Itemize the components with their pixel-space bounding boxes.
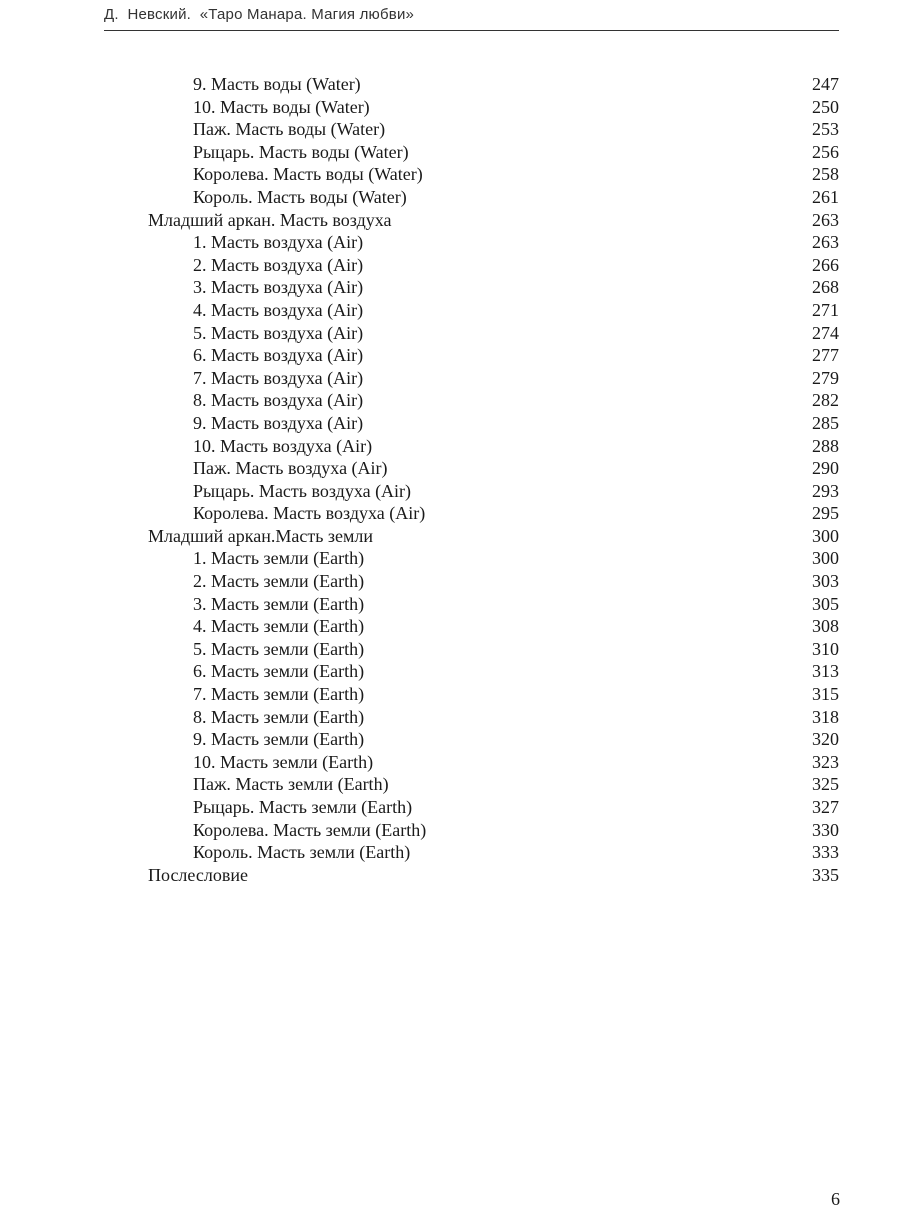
toc-section bbox=[0, 209, 900, 232]
toc-entry-title: 7. Масть воздуха (Air) bbox=[193, 367, 364, 388]
toc-entry-title: 10. Масть земли (Earth) bbox=[193, 751, 374, 772]
toc-entry-page: 279 bbox=[812, 367, 839, 388]
toc-entry-title: Рыцарь. Масть воздуха (Air) bbox=[193, 480, 412, 501]
toc-entry bbox=[0, 299, 900, 322]
toc-section bbox=[0, 864, 900, 887]
toc-entry-title: Король. Масть воды (Water) bbox=[193, 186, 407, 207]
toc-entry bbox=[0, 615, 900, 638]
toc-entry bbox=[0, 683, 900, 706]
toc-entry-page: 327 bbox=[812, 797, 839, 817]
toc-entry bbox=[0, 254, 900, 277]
toc-entry-page: 310 bbox=[812, 638, 839, 659]
toc-entry-page: 293 bbox=[812, 480, 839, 501]
toc-entry-title: Рыцарь. Масть земли (Earth) bbox=[193, 797, 413, 817]
toc-entry bbox=[0, 819, 900, 842]
toc-entry-page: 271 bbox=[812, 299, 839, 320]
toc-entry-title: 5. Масть земли (Earth) bbox=[193, 638, 365, 659]
table-of-contents bbox=[0, 73, 900, 886]
toc-entry-title: 3. Масть земли (Earth) bbox=[193, 593, 365, 614]
toc-entry-title: 8. Масть земли (Earth) bbox=[193, 706, 365, 727]
toc-entry-page: 323 bbox=[812, 751, 839, 772]
toc-entry bbox=[0, 773, 900, 796]
toc-entry-title: Младший аркан.Масть земли bbox=[148, 525, 374, 546]
toc-entry-page: 250 bbox=[812, 96, 839, 117]
toc-entry-title: 10. Масть воздуха (Air) bbox=[193, 435, 373, 456]
toc-entry-title: Паж. Масть воды (Water) bbox=[193, 119, 386, 140]
toc-entry-page: 253 bbox=[812, 119, 839, 140]
toc-entry-title: 4. Масть земли (Earth) bbox=[193, 616, 365, 637]
toc-entry-page: 305 bbox=[812, 593, 839, 614]
toc-entry-title: 6. Масть земли (Earth) bbox=[193, 661, 365, 682]
toc-entry bbox=[0, 412, 900, 435]
toc-entry-title: 8. Масть воздуха (Air) bbox=[193, 390, 364, 411]
toc-entry-page: 313 bbox=[812, 661, 839, 682]
toc-entry bbox=[0, 570, 900, 593]
toc-entry-title: Паж. Масть воздуха (Air) bbox=[193, 458, 388, 479]
toc-entry bbox=[0, 706, 900, 729]
toc-entry-page: 274 bbox=[812, 322, 839, 343]
toc-entry bbox=[0, 141, 900, 164]
toc-entry-title: Королева. Масть земли (Earth) bbox=[193, 819, 427, 840]
toc-entry bbox=[0, 638, 900, 661]
toc-entry-title: Королева. Масть воздуха (Air) bbox=[193, 503, 426, 524]
toc-entry bbox=[0, 322, 900, 345]
toc-entry-title: 9. Масть воздуха (Air) bbox=[193, 412, 364, 433]
running-header: Д. Невский. «Таро Манара. Магия любви» bbox=[104, 6, 415, 23]
toc-entry-page: 263 bbox=[812, 209, 839, 230]
toc-entry-page: 277 bbox=[812, 345, 839, 366]
toc-entry bbox=[0, 796, 900, 819]
toc-entry-page: 247 bbox=[812, 74, 839, 94]
toc-entry-page: 295 bbox=[812, 503, 839, 524]
toc-entry bbox=[0, 367, 900, 390]
toc-entry bbox=[0, 751, 900, 774]
toc-entry bbox=[0, 96, 900, 119]
toc-entry-page: 261 bbox=[812, 186, 839, 207]
toc-entry bbox=[0, 73, 900, 96]
toc-entry-title: Рыцарь. Масть воды (Water) bbox=[193, 141, 409, 162]
toc-entry-page: 300 bbox=[812, 525, 839, 546]
toc-entry-title: Младший аркан. Масть воздуха bbox=[148, 209, 392, 230]
toc-entry-title: 5. Масть воздуха (Air) bbox=[193, 322, 364, 343]
toc-entry-title: 3. Масть воздуха (Air) bbox=[193, 277, 364, 298]
toc-entry-page: 320 bbox=[812, 729, 839, 750]
toc-entry-title: 2. Масть земли (Earth) bbox=[193, 571, 365, 592]
toc-entry bbox=[0, 502, 900, 525]
toc-entry-page: 282 bbox=[812, 390, 839, 411]
toc-entry bbox=[0, 344, 900, 367]
toc-entry bbox=[0, 276, 900, 299]
toc-entry-title: Королева. Масть воды (Water) bbox=[193, 164, 423, 185]
toc-entry-title: 10. Масть воды (Water) bbox=[193, 96, 370, 117]
toc-entry-title: Послесловие bbox=[148, 864, 248, 885]
toc-entry bbox=[0, 435, 900, 458]
toc-entry-page: 258 bbox=[812, 164, 839, 185]
toc-entry-page: 303 bbox=[812, 571, 839, 592]
toc-entry-title: Паж. Масть земли (Earth) bbox=[193, 774, 389, 795]
toc-entry-page: 288 bbox=[812, 435, 839, 456]
toc-entry-page: 318 bbox=[812, 706, 839, 727]
toc-entry-page: 256 bbox=[812, 141, 839, 162]
toc-entry-title: 9. Масть воды (Water) bbox=[193, 74, 361, 94]
toc-entry bbox=[0, 231, 900, 254]
toc-entry bbox=[0, 389, 900, 412]
toc-entry-page: 300 bbox=[812, 548, 839, 569]
header-rule bbox=[104, 30, 839, 31]
toc-entry bbox=[0, 118, 900, 141]
toc-section bbox=[0, 525, 900, 548]
toc-entry-page: 290 bbox=[812, 458, 839, 479]
page-number: 6 bbox=[831, 1189, 840, 1209]
toc-entry bbox=[0, 660, 900, 683]
toc-entry-title: 7. Масть земли (Earth) bbox=[193, 684, 365, 705]
toc-entry-page: 308 bbox=[812, 616, 839, 637]
toc-entry-page: 268 bbox=[812, 277, 839, 298]
toc-entry-page: 330 bbox=[812, 819, 839, 840]
toc-entry bbox=[0, 728, 900, 751]
toc-entry-page: 263 bbox=[812, 232, 839, 253]
toc-entry-title: 4. Масть воздуха (Air) bbox=[193, 299, 364, 320]
toc-entry-page: 335 bbox=[812, 864, 839, 885]
toc-entry bbox=[0, 547, 900, 570]
toc-entry-title: Король. Масть земли (Earth) bbox=[193, 842, 411, 863]
toc-entry-page: 333 bbox=[812, 842, 839, 863]
toc-entry bbox=[0, 593, 900, 616]
toc-entry-page: 315 bbox=[812, 684, 839, 705]
toc-entry-title: 9. Масть земли (Earth) bbox=[193, 729, 365, 750]
toc-entry-title: 6. Масть воздуха (Air) bbox=[193, 345, 364, 366]
toc-entry-title: 2. Масть воздуха (Air) bbox=[193, 254, 364, 275]
toc-entry-page: 266 bbox=[812, 254, 839, 275]
toc-entry bbox=[0, 841, 900, 864]
toc-entry bbox=[0, 480, 900, 503]
toc-entry bbox=[0, 457, 900, 480]
toc-entry bbox=[0, 186, 900, 209]
toc-entry-page: 285 bbox=[812, 412, 839, 433]
toc-entry-page: 325 bbox=[812, 774, 839, 795]
toc-entry-title: 1. Масть земли (Earth) bbox=[193, 548, 365, 569]
toc-entry bbox=[0, 163, 900, 186]
toc-entry-title: 1. Масть воздуха (Air) bbox=[193, 232, 364, 253]
